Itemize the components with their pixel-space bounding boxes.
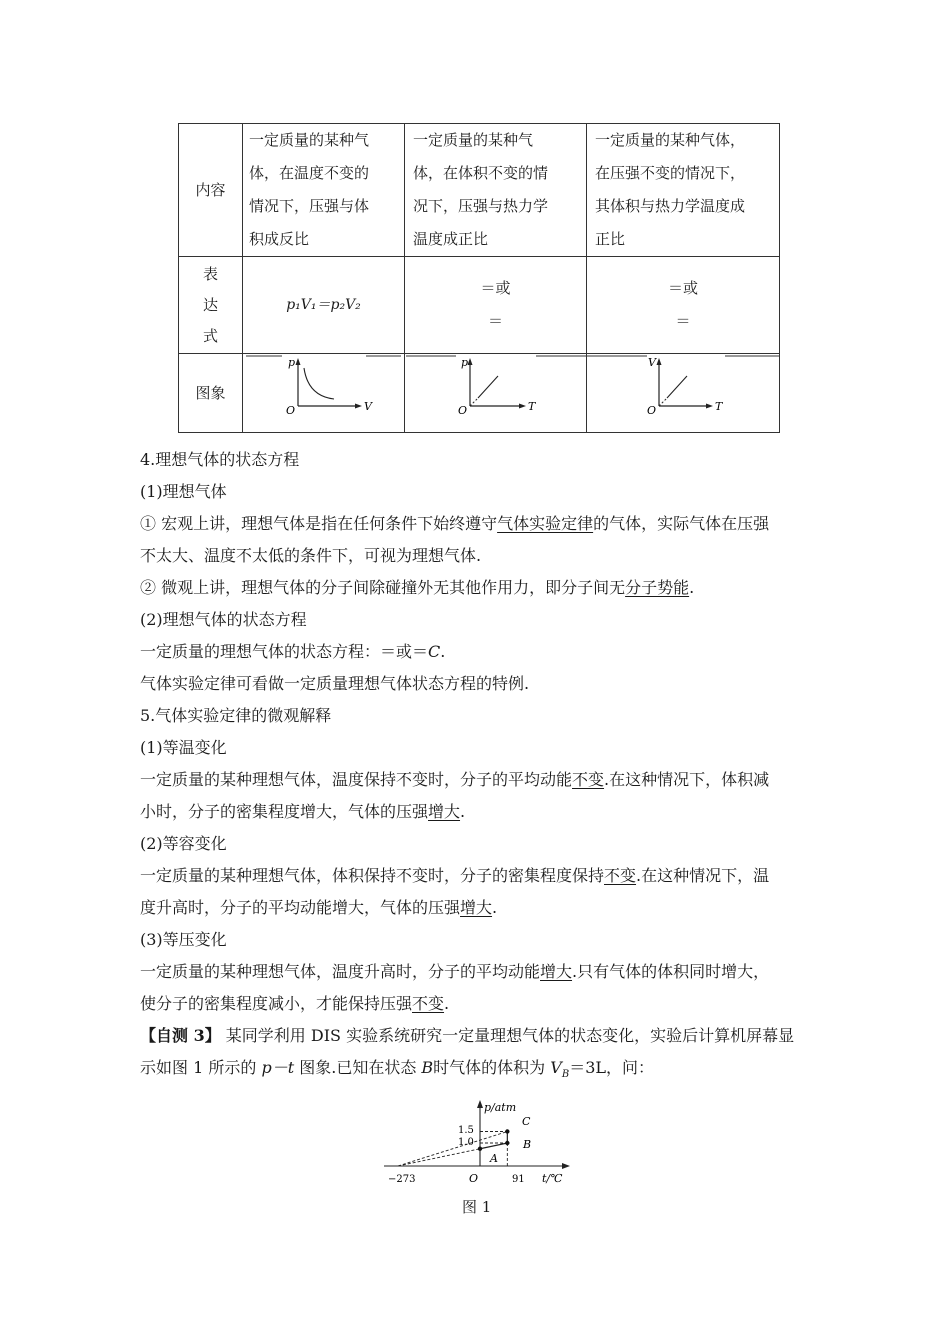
paragraph-isochoric-cont [140,892,812,923]
x-axis-label: t/℃ [542,1172,563,1185]
text-span: .在这种情况下，体积减 [604,770,770,789]
content-line: 体，在体积不变的情 [413,164,549,182]
underlined-answer: 增大 [540,962,573,981]
data-point-c [505,1129,509,1133]
content-line: 况下，压强与热力学 [413,197,549,215]
axis-label-p: p [460,356,468,369]
tick-label-1-0: 1.0 [458,1137,474,1148]
pt-line-graph [406,354,586,420]
text-span: 小时，分子的密集程度增大，气体的压强 [140,802,429,821]
axis-label-v: V [648,356,656,369]
text-span: 一定质量的某种理想气体，温度升高时，分子的平均动能 [140,962,541,981]
math-text: V [550,1058,562,1077]
text-span: . [444,994,450,1013]
section-5-1-title: (1)等温变化 [140,738,227,757]
content-line: 在压强不变的情况下， [595,164,746,182]
paragraph-isobaric-cont [140,988,812,1019]
point-label-c: C [522,1115,531,1128]
text-span: ② 微观上讲，理想气体的分子间除碰撞外无其他作用力，即分子间无 [140,578,626,597]
x-axis-arrow [562,1163,570,1169]
text-span: 示如图 1 所示的 [140,1058,262,1077]
exercise-line-1 [140,1020,812,1051]
paragraph-isothermal [140,764,812,795]
data-point-b [505,1141,509,1145]
exercise-tag: 【自测 3】 [140,1026,221,1045]
y-axis-arrow [477,1100,483,1108]
text-span: ① 宏观上讲，理想气体是指在任何条件下始终遵守 [140,514,498,533]
paragraph-macro-ideal-gas [140,508,812,539]
math-text: B [421,1058,434,1077]
math-text: p－t [261,1058,295,1077]
text-span: 的气体，实际气体在压强 [593,514,770,533]
row-header-graph: 图象 [179,354,243,433]
formula-text: p₁V₁＝p₂V₂ [286,297,361,313]
header-char: 式 [202,326,218,345]
pv-hyperbola-graph [246,354,401,420]
section-4-2-title: (2)理想气体的状态方程 [140,610,307,629]
text-span: . [460,802,466,821]
tick-label-1-5: 1.5 [458,1125,474,1136]
exercise-line-2 [140,1052,812,1090]
row-header-expression [179,257,243,354]
section-5-title: 5.气体实验定律的微观解释 [140,706,332,725]
content-line: 其体积与热力学温度成 [595,197,746,215]
point-label-a: A [490,1152,498,1165]
origin-label: O [469,1172,479,1185]
underlined-answer: 不变 [604,866,637,885]
row-header-content: 内容 [179,124,243,257]
math-subscript: B [561,1069,570,1081]
text-span: .在这种情况下，温 [636,866,770,885]
section-5-3-title: (3)等压变化 [140,930,227,949]
point-label-b: B [523,1138,532,1151]
vt-line-graph [587,354,779,420]
tick-label-91: 91 [512,1174,525,1185]
paragraph-special-case: 气体实验定律可看做一定质量理想气体状态方程的特例. [140,674,530,693]
formula-text: ＝ [675,312,691,330]
text-span: ＝3L，问： [569,1058,654,1077]
text-span: 一定质量的理想气体的状态方程：＝或＝ [140,642,429,661]
paragraph-state-equation [140,636,812,667]
paragraph-macro-ideal-gas-cont: 不太大、温度不太低的条件下，可视为理想气体. [140,546,482,565]
graph-isobaric [587,354,780,433]
content-row [179,124,780,257]
axis-label-t: T [527,400,535,413]
expression-isobaric [587,257,780,354]
paragraph-isobaric [140,956,812,987]
formula-text: ＝或 [667,279,698,297]
gas-law-table [178,123,780,433]
content-cell-isobaric [587,124,780,257]
data-point-a [478,1147,482,1151]
text-span: 时气体的体积为 [433,1058,551,1077]
content-line: 体，在温度不变的 [249,164,370,182]
content-line: 情况下，压强与体 [249,197,370,215]
content-line: 正比 [595,230,626,248]
underlined-answer: 不变 [572,770,605,789]
underlined-answer: 气体实验定律 [497,514,594,533]
text-span: .只有气体的体积同时增大， [572,962,770,981]
content-line: 积成反比 [249,230,310,248]
graph-row [179,354,780,433]
series-line-0 [480,1143,507,1149]
underlined-answer: 增大 [460,898,493,917]
text-span: 使分子的密集程度减小，才能保持压强 [140,994,413,1013]
pt-figure-1 [380,1100,580,1190]
axis-label-t: T [715,400,723,413]
tick-label-minus-273: −273 [388,1174,416,1185]
graph-isochoric [405,354,587,433]
underlined-answer: 不变 [412,994,445,1013]
origin-label: O [286,404,296,417]
text-span: 某同学利用 DIS 实验系统研究一定量理想气体的状态变化，实验后计算机屏幕显 [220,1026,795,1045]
expression-isochoric [405,257,587,354]
expression-row [179,257,780,354]
content-line: 一定质量的某种气体， [595,131,746,149]
axis-label-v: V [364,400,372,413]
series-line-2 [398,1149,480,1166]
content-cell-isochoric [405,124,587,257]
text-span: . [440,642,446,661]
text-span: 图象.已知在状态 [294,1058,422,1077]
content-line: 温度成正比 [413,230,489,248]
text-span: . [689,578,695,597]
text-span: 一定质量的某种理想气体，温度保持不变时，分子的平均动能 [140,770,573,789]
header-char: 表 [202,264,218,283]
paragraph-micro-ideal-gas [140,572,812,603]
section-4-title: 4.理想气体的状态方程 [140,450,300,469]
origin-label: O [647,404,657,417]
underlined-answer: 增大 [428,802,461,821]
expression-isothermal [243,257,405,354]
constant-c: C [428,642,441,661]
header-char: 达 [202,295,218,314]
paragraph-isochoric [140,860,812,891]
formula-text: ＝ [487,312,503,330]
y-axis-label: p/atm [484,1101,517,1114]
text-span: . [492,898,498,917]
axis-label-p: p [288,356,296,369]
figure-caption: 图 1 [462,1198,492,1216]
formula-text: ＝或 [480,279,511,297]
section-4-1-title: (1)理想气体 [140,482,227,501]
text-span: 度升高时，分子的平均动能增大，气体的压强 [140,898,461,917]
content-line: 一定质量的某种气 [249,131,370,149]
underlined-answer: 分子势能 [625,578,690,597]
section-5-2-title: (2)等容变化 [140,834,227,853]
content-cell-isothermal [243,124,405,257]
graph-isothermal [243,354,405,433]
origin-label: O [457,404,467,417]
content-line: 一定质量的某种气 [413,131,534,149]
paragraph-isothermal-cont [140,796,812,827]
text-span: 一定质量的某种理想气体，体积保持不变时，分子的密集程度保持 [140,866,605,885]
